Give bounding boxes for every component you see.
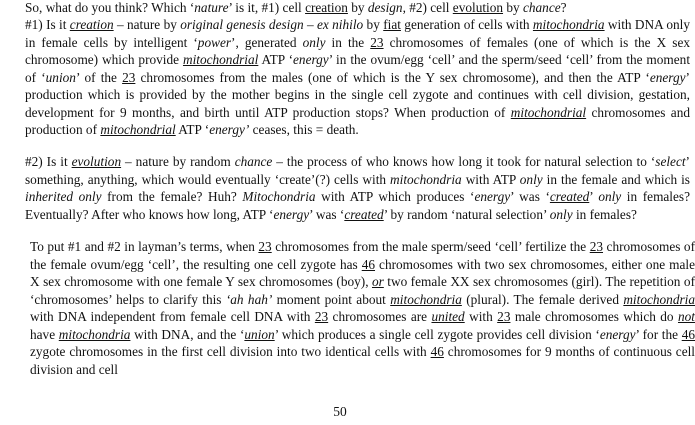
- text-run: creation: [69, 17, 114, 32]
- text-run: inherited only: [25, 189, 102, 204]
- text-run: evolution: [452, 0, 504, 15]
- text-run: mitochondrial: [510, 104, 587, 120]
- text-run: 46: [361, 256, 376, 272]
- text-run: only: [549, 206, 573, 222]
- paragraph-layman-terms: To put #1 and #2 in layman’s terms, when 23 chromosomes from the male sperm/seed ‘cell’ fertilize the 23 chromosomes of the female ovum/egg ‘cell’, the resulting one cell zygote has 46 chromosomes with two sex chromosomes, either one male X sex chromosome with one female Y sex chromosomes (boy), or two female XX sex chromosomes (girl). The repetition of ‘chromosomes’ helps to clarify this ‘ah hah’ moment point about mitochondria (plural). The female derived mitochondria with DNA independent from female cell DNA with 23 chromosomes are united with 23 male chromosomes which do not have mitochondria with DNA, and the ‘union’ which produces a single cell zygote provides cell division ‘energy’ for the 46 zygote chromosomes in the first cell division into two identical cells with 46 chromosomes for 9 months of continuous cell division and cell: [30, 239, 695, 377]
- text-run: mitochondria: [58, 326, 131, 342]
- text-run: Mitochondria: [242, 189, 316, 204]
- text-run: energy: [599, 326, 636, 342]
- text-run: energy: [293, 52, 329, 67]
- text-run: union: [244, 326, 275, 342]
- text-run: only: [302, 34, 326, 50]
- text-run: mitochondria: [390, 291, 462, 307]
- text-run: nature: [194, 0, 229, 15]
- text-run: mitochondria: [532, 17, 605, 32]
- text-run: 23: [258, 239, 272, 254]
- text-run: 23: [497, 309, 511, 324]
- text-run: 23: [370, 34, 384, 50]
- text-run: design: [367, 0, 403, 15]
- text-run: select: [655, 154, 686, 169]
- text-run: energy’: [209, 122, 250, 137]
- text-run: 46: [430, 344, 444, 359]
- text-run: only: [519, 171, 543, 187]
- paragraph-evolution: #2) Is it evolution – nature by random chance – the process of who knows how long it took for natural selection to ‘select’ something, anything, which would eventually ‘create’(?) cells with mitochondria with ATP only in the female and which is inherited only from the female? Huh? Mitochondria with ATP which produces ‘energy’ was ‘created’ only in females? Eventually? After who knows how long, ATP ‘energy’ was ‘created’ by random ‘natural selection’ only in females?: [25, 154, 690, 222]
- text-run: 46: [681, 326, 695, 342]
- paragraph-creation: #1) Is it creation – nature by original genesis design – ex nihilo by fiat generation of cells with mitochondria with DNA only in female cells by intelligent ‘power’, generated only in the 23 chromosomes of females (one of which is the X sex chromosome) which provide mitochondrial ATP ‘energy’ in the ovum/egg ‘cell’ and the sperm/seed ‘cell’ from the moment of ‘union’ of the 23 chromosomes from the males (one of which is the Y sex chromosome), and then the ATP ‘energy’ production which is provided by the mother begins in the single cell zygote and continues with cell division, gestation, development for 9 months, and birth until ATP production stops? When production of mitochondrial chromosomes and production of mitochondrial ATP ‘energy’ ceases, this = death.: [25, 17, 691, 137]
- text-run: ‘ah hah’: [225, 291, 273, 307]
- text-run: energy: [649, 69, 686, 85]
- text-run: energy: [474, 189, 511, 204]
- page-number: 50: [333, 404, 347, 419]
- text-run: creation: [305, 0, 348, 15]
- text-run: chance: [234, 154, 273, 169]
- text-run: not: [677, 309, 695, 324]
- text-run: energy: [273, 206, 310, 222]
- text-run: united: [431, 309, 465, 324]
- text-run: created: [344, 206, 384, 222]
- text-run: mitochondrial: [100, 122, 176, 137]
- text-run: mitochondria: [390, 171, 462, 187]
- text-run: 23: [314, 309, 329, 324]
- text-run: chance: [522, 0, 561, 15]
- text-run: only: [598, 189, 622, 204]
- text-run: fiat: [383, 17, 401, 32]
- text-run: power: [197, 34, 232, 50]
- text-run: 23: [589, 239, 604, 254]
- text-run: evolution: [71, 154, 122, 169]
- text-run: created: [549, 189, 590, 204]
- paragraph-intro: So, what do you think? Which ‘nature’ is it, #1) cell creation by design, #2) cell evolution by chance?: [25, 0, 567, 15]
- text-run: union: [45, 69, 76, 85]
- text-run: mitochondria: [623, 291, 695, 307]
- text-run: 23: [122, 69, 136, 85]
- text-run: original genesis design – ex nihilo: [180, 17, 364, 32]
- text-run: mitochondrial: [182, 52, 259, 67]
- text-run: or: [371, 274, 384, 289]
